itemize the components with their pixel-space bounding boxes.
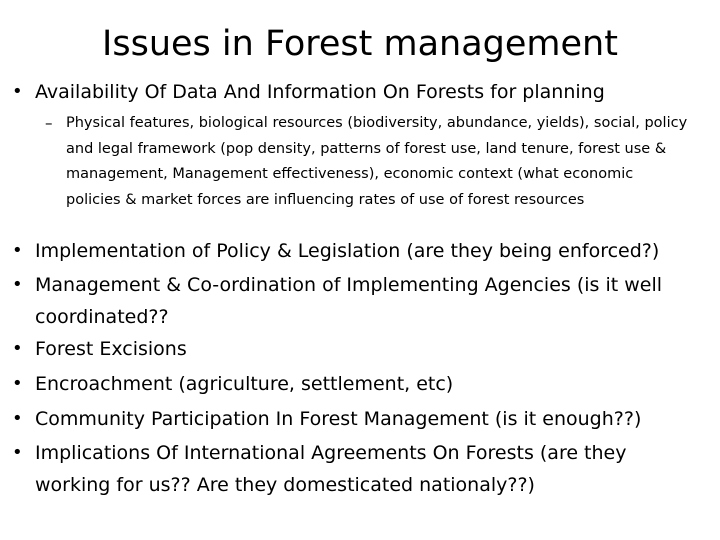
bullet-text: Implementation of Policy & Legislation (are they being enforced?): [35, 240, 660, 262]
bullet-dot: •: [12, 442, 23, 463]
slide-title: Issues in Forest management: [102, 24, 618, 64]
bullet-text: Management & Co-ordination of Implementing Agencies (is it well coordinated??: [35, 274, 662, 328]
sub-bullet-text: Physical features, biological resources (biodiversity, abundance, yields), social, policy and legal framework (pop density, patterns of forest use, land tenure, forest use & management, Management effectiveness), economic context (what economic policies & market forces are influencing rates of use of forest resources: [66, 115, 688, 208]
bullet-dot: •: [12, 81, 23, 102]
bullet-dot: •: [12, 274, 23, 295]
bullet-text: Forest Excisions: [35, 338, 187, 360]
bullet-text: Implications Of International Agreements On Forests (are they working for us?? Are they domesticated nationaly??): [35, 442, 627, 496]
bullet-dot: •: [12, 373, 23, 394]
sub-bullet-dash: –: [45, 114, 53, 132]
bullet-text: Encroachment (agriculture, settlement, etc): [35, 373, 454, 395]
bullet-dot: •: [12, 338, 23, 359]
bullet-text: Availability Of Data And Information On Forests for planning: [35, 81, 605, 103]
bullet-dot: •: [12, 240, 23, 261]
bullet-text: Community Participation In Forest Management (is it enough??): [35, 408, 642, 430]
bullet-dot: •: [12, 408, 23, 429]
